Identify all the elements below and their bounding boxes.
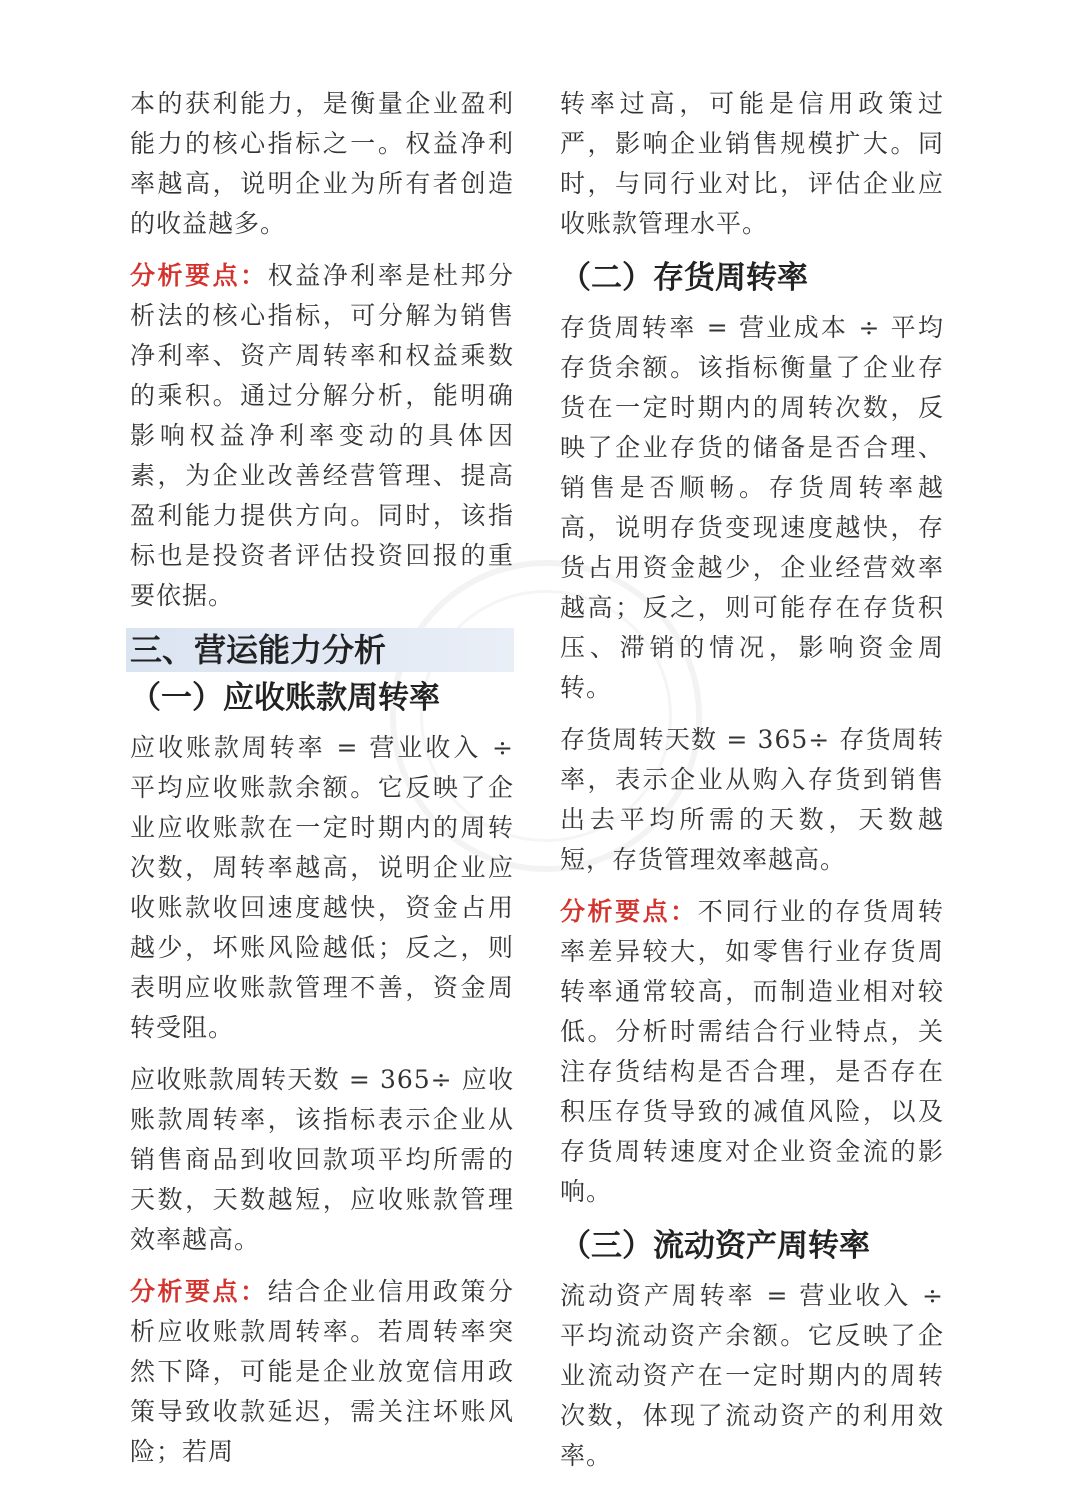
inventory-days-paragraph [560,720,944,880]
inventory-key-points-paragraph [560,892,944,1212]
receivables-key-points-paragraph [130,1272,514,1472]
roe-conclusion-paragraph [130,84,514,244]
key-points-label: 分析要点： [130,1277,268,1306]
section-title-operating-capacity: 三、营运能力分析 [126,628,514,672]
current-assets-turnover-paragraph [560,1276,944,1476]
receivables-days-text: 应收账款周转天数 = 365÷ 应收账款周转率，该指标表示企业从销售商品到收回款项平均所需的天数，天数越短，应收账款管理效率越高。 [130,1065,514,1254]
receivables-turnover-text: 应收账款周转率 = 营业收入 ÷ 平均应收账款余额。它反映了企业应收账款在一定时期内的周转次数，周转率越高，说明企业应收账款收回速度越快，资金占用越少，坏账风险越低；反之，则表明应收账款管理不善，资金周转受阻。 [130,733,514,1042]
receivables-key-points-continued [560,84,944,244]
current-assets-turnover-text: 流动资产周转率 = 营业收入 ÷ 平均流动资产余额。它反映了企业流动资产在一定时期内的周转次数，体现了流动资产的利用效率。 [560,1281,944,1470]
left-column [130,84,514,1484]
roe-conclusion-text: 本的获利能力，是衡量企业盈利能力的核心指标之一。权益净利率越高，说明企业为所有者创造的收益越多。 [130,89,514,238]
roe-key-points-text: 权益净利率是杜邦分析法的核心指标，可分解为销售净利率、资产周转率和权益乘数的乘积。通过分解分析，能明确影响权益净利率变动的具体因素，为企业改善经营管理、提高盈利能力提供方向。同时，该指标也是投资者评估投资回报的重要依据。 [130,261,514,610]
receivables-key-points-continued-text: 转率过高，可能是信用政策过严，影响企业销售规模扩大。同时，与同行业对比，评估企业应收账款管理水平。 [560,89,944,238]
roe-key-points-paragraph [130,256,514,616]
receivables-turnover-paragraph [130,728,514,1048]
inventory-key-points-text: 不同行业的存货周转率差异较大，如零售行业存货周转率通常较高，而制造业相对较低。分析时需结合行业特点，关注存货结构是否合理，是否存在积压存货导致的减值风险，以及存货周转速度对企业资金流的影响。 [560,897,944,1206]
receivables-days-paragraph [130,1060,514,1260]
key-points-label: 分析要点： [560,897,698,926]
key-points-label: 分析要点： [130,261,268,290]
subsection-title-receivables-turnover: （一）应收账款周转率 [130,680,440,716]
right-column [560,84,944,1488]
inventory-turnover-text: 存货周转率 = 营业成本 ÷ 平均存货余额。该指标衡量了企业存货在一定时期内的周转次数，反映了企业存货的储备是否合理、销售是否顺畅。存货周转率越高，说明存货变现速度越快，存货占用资金越少，企业经营效率越高；反之，则可能存在存货积压、滞销的情况，影响资金周转。 [560,313,944,702]
subsection-title-current-assets-turnover: （三）流动资产周转率 [560,1228,870,1264]
inventory-days-text: 存货周转天数 = 365÷ 存货周转率，表示企业从购入存货到销售出去平均所需的天数，天数越短，存货管理效率越高。 [560,725,944,874]
inventory-turnover-paragraph [560,308,944,708]
receivables-key-points-text: 结合企业信用政策分析应收账款周转率。若周转率突然下降，可能是企业放宽信用政策导致收款延迟，需关注坏账风险；若周 [130,1277,514,1466]
subsection-title-inventory-turnover: （二）存货周转率 [560,260,808,296]
